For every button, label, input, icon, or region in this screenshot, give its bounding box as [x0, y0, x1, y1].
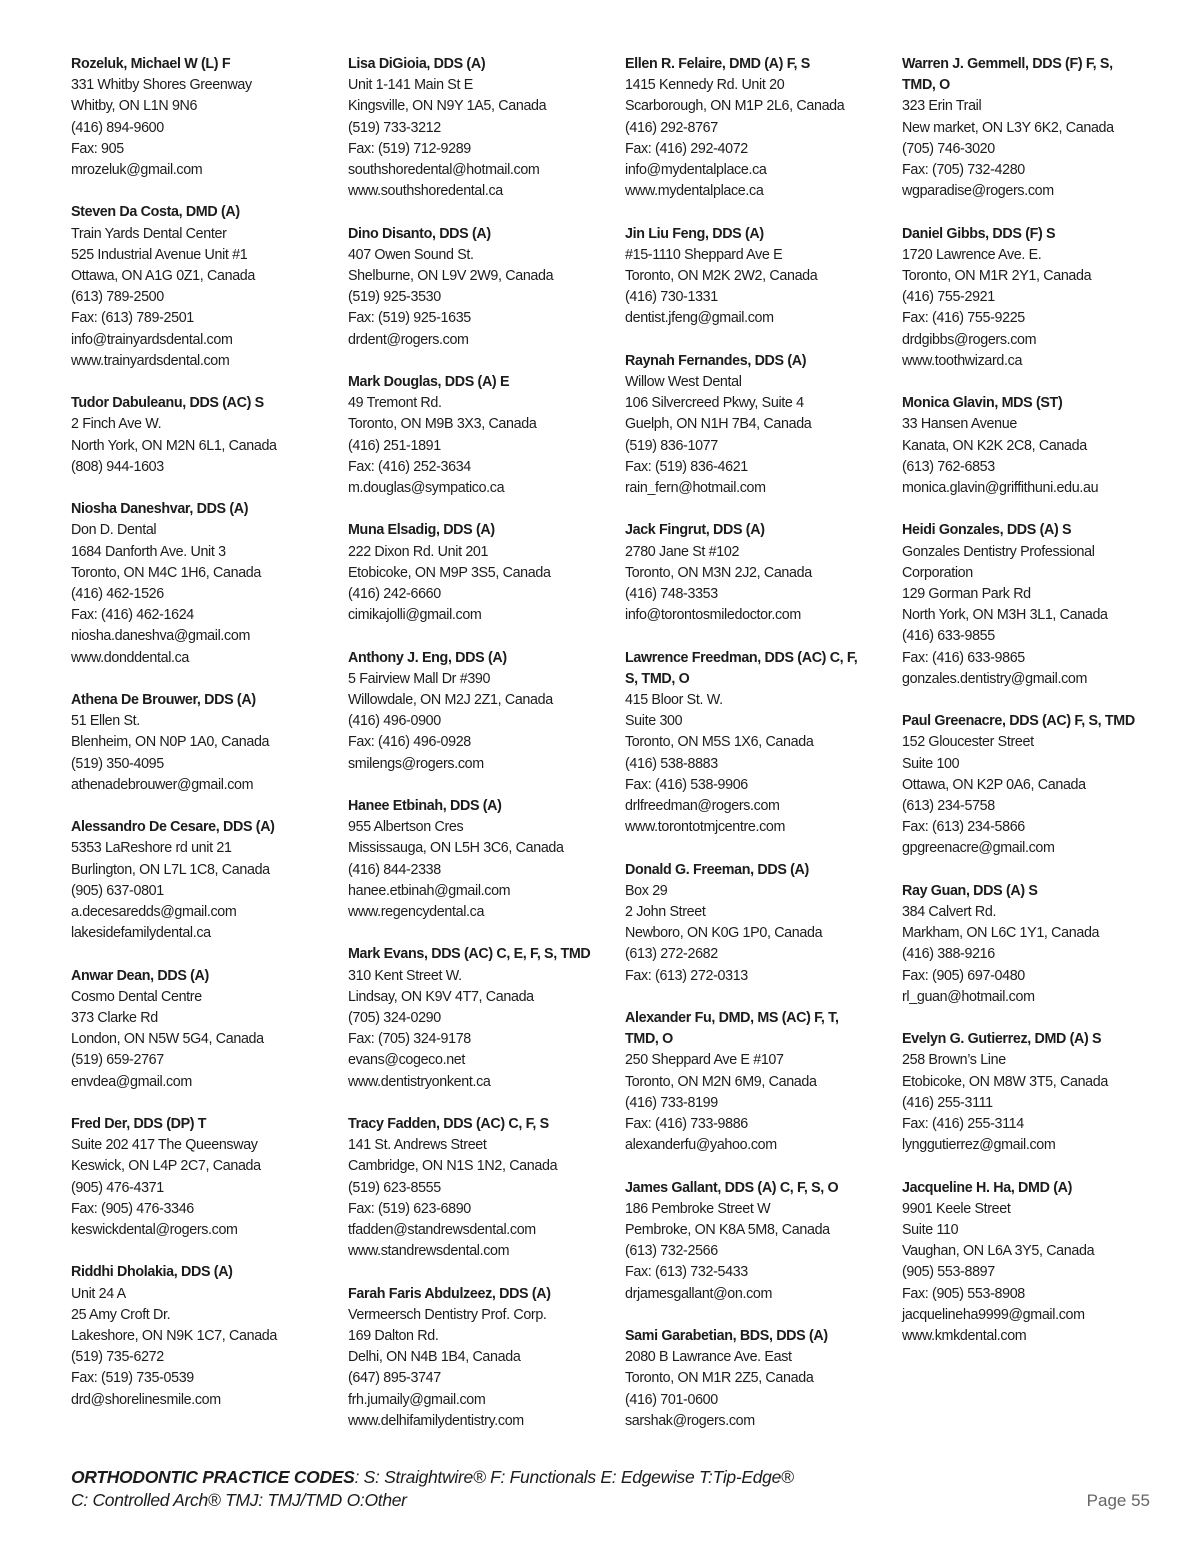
entry-detail-line: Suite 202 417 The Queensway: [71, 1137, 258, 1154]
entry-phone: (416) 242-6660: [348, 586, 441, 603]
entry-name: Daniel Gibbs, DDS (F) S: [902, 225, 1056, 242]
entry-fax: Fax: (416) 733-9886: [625, 1116, 748, 1133]
directory-entry: [71, 1262, 339, 1410]
directory-entry: [625, 1178, 893, 1305]
entry-detail-line: 5353 LaReshore rd unit 21: [71, 840, 232, 857]
entry-name: Mark Douglas, DDS (A) E: [348, 374, 510, 391]
directory-column-1: [71, 54, 339, 1432]
entry-detail-line: Guelph, ON N1H 7B4, Canada: [625, 416, 812, 433]
directory-entry: [71, 690, 339, 796]
practice-codes-line-2: C: Controlled Arch® TMJ: TMJ/TMD O:Other: [71, 1490, 407, 1510]
directory-entry: [71, 499, 339, 669]
entry-phone: (613) 272-2682: [625, 946, 718, 963]
entry-name: Sami Garabetian, BDS, DDS (A): [625, 1328, 828, 1345]
entry-phone: (416) 894-9600: [71, 119, 164, 136]
entry-name: Dino Disanto, DDS (A): [348, 225, 491, 242]
entry-detail-line: Toronto, ON M5S 1X6, Canada: [625, 734, 814, 751]
entry-fax: Fax: (613) 272-0313: [625, 967, 748, 984]
entry-detail-line: Vermeersch Dentistry Prof. Corp.: [348, 1306, 547, 1323]
entry-fax: Fax: 905: [71, 140, 124, 157]
entry-detail-line: Keswick, ON L4P 2C7, Canada: [71, 1158, 261, 1175]
entry-email: frh.jumaily@gmail.com: [348, 1391, 486, 1408]
entry-email: rain_fern@hotmail.com: [625, 480, 766, 497]
entry-detail-line: 2 John Street: [625, 904, 706, 921]
entry-phone: (416) 748-3353: [625, 586, 718, 603]
entry-email: dentist.jfeng@gmail.com: [625, 310, 774, 327]
entry-name: Jacqueline H. Ha, DMD (A): [902, 1179, 1072, 1196]
entry-website: www.torontotmjcentre.com: [625, 819, 786, 836]
entry-email: rl_guan@hotmail.com: [902, 988, 1035, 1005]
entry-phone: (905) 637-0801: [71, 882, 164, 899]
entry-fax: Fax: (519) 735-0539: [71, 1370, 194, 1387]
entry-detail-line: Burlington, ON L7L 1C8, Canada: [71, 861, 270, 878]
entry-name: Paul Greenacre, DDS (AC) F, S, TMD: [902, 713, 1135, 730]
entry-detail-line: 2080 B Lawrance Ave. East: [625, 1349, 792, 1366]
entry-name: Warren J. Gemmell, DDS (F) F, S,: [902, 56, 1113, 72]
entry-detail-line: Corporation: [902, 564, 973, 581]
directory-column-3: [625, 54, 893, 1453]
directory-entry: [625, 224, 893, 330]
directory-entry: [348, 1284, 616, 1432]
entry-detail-line: 384 Calvert Rd.: [902, 904, 997, 921]
entry-detail-line: 955 Albertson Cres: [348, 819, 464, 836]
entry-website: www.southshoredental.ca: [348, 183, 503, 200]
entry-website: www.toothwizard.ca: [902, 352, 1023, 369]
entry-phone: (647) 895-3747: [348, 1370, 441, 1387]
directory-entry: [71, 1114, 339, 1241]
entry-email: keswickdental@rogers.com: [71, 1222, 238, 1239]
entry-detail-line: 222 Dixon Rd. Unit 201: [348, 543, 489, 560]
directory-entry: [902, 1029, 1170, 1156]
entry-fax: Fax: (416) 462-1624: [71, 607, 194, 624]
entry-email: a.decesaredds@gmail.com: [71, 904, 237, 921]
entry-detail-line: 323 Erin Trail: [902, 98, 982, 115]
entry-phone: (519) 350-4095: [71, 755, 164, 772]
directory-entry: [902, 54, 1170, 202]
entry-detail-line: Unit 24 A: [71, 1285, 126, 1302]
entry-name: Anthony J. Eng, DDS (A): [348, 649, 507, 666]
entry-detail-line: 2 Finch Ave W.: [71, 416, 162, 433]
entry-detail-line: Delhi, ON N4B 1B4, Canada: [348, 1349, 521, 1366]
entry-website: www.trainyardsdental.com: [71, 352, 230, 369]
entry-detail-line: Cosmo Dental Centre: [71, 988, 202, 1005]
practice-codes-legend: [71, 1466, 794, 1512]
entry-email: drdgibbs@rogers.com: [902, 331, 1037, 348]
entry-phone: (416) 701-0600: [625, 1391, 718, 1408]
directory-entry: [902, 520, 1170, 690]
entry-name: Mark Evans, DDS (AC) C, E, F, S, TMD: [348, 946, 591, 963]
entry-phone: (519) 836-1077: [625, 437, 718, 454]
entry-website: www.delhifamilydentistry.com: [348, 1412, 524, 1429]
entry-website: www.regencydental.ca: [348, 904, 485, 921]
entry-name: Monica Glavin, MDS (ST): [902, 395, 1063, 412]
entry-name: Athena De Brouwer, DDS (A): [71, 692, 256, 709]
entry-detail-line: Toronto, ON M9B 3X3, Canada: [348, 416, 537, 433]
entry-phone: (905) 553-8897: [902, 1264, 995, 1281]
entry-detail-line: 141 St. Andrews Street: [348, 1137, 487, 1154]
directory-entry: [348, 224, 616, 351]
entry-detail-line: 1684 Danforth Ave. Unit 3: [71, 543, 226, 560]
entry-detail-line: Kingsville, ON N9Y 1A5, Canada: [348, 98, 547, 115]
entry-phone: (416) 844-2338: [348, 861, 441, 878]
entry-fax: Fax: (705) 324-9178: [348, 1031, 471, 1048]
entry-name: Raynah Fernandes, DDS (A): [625, 352, 807, 369]
entry-detail-line: Toronto, ON M1R 2Z5, Canada: [625, 1370, 814, 1387]
entry-phone: (416) 292-8767: [625, 119, 718, 136]
directory-entry: [625, 351, 893, 499]
entry-phone: (808) 944-1603: [71, 458, 164, 475]
entry-name-continued: TMD, O: [902, 77, 950, 94]
entry-email: drjamesgallant@on.com: [625, 1285, 773, 1302]
entry-detail-line: Willow West Dental: [625, 374, 742, 391]
entry-name: Donald G. Freeman, DDS (A): [625, 861, 809, 878]
directory-entry: [348, 520, 616, 626]
entry-detail-line: Pembroke, ON K8A 5M8, Canada: [625, 1222, 830, 1239]
entry-phone: (905) 476-4371: [71, 1179, 164, 1196]
entry-fax: Fax: (905) 697-0480: [902, 967, 1025, 984]
entry-fax: Fax: (519) 925-1635: [348, 310, 471, 327]
entry-detail-line: Lakeshore, ON N9K 1C7, Canada: [71, 1328, 278, 1345]
entry-phone: (416) 251-1891: [348, 437, 441, 454]
entry-detail-line: 169 Dalton Rd.: [348, 1328, 439, 1345]
entry-name-continued: TMD, O: [625, 1031, 673, 1048]
entry-detail-line: Suite 100: [902, 755, 960, 772]
entry-detail-line: Cambridge, ON N1S 1N2, Canada: [348, 1158, 558, 1175]
entry-phone: (519) 623-8555: [348, 1179, 441, 1196]
entry-phone: (519) 659-2767: [71, 1052, 164, 1069]
entry-detail-line: Suite 110: [902, 1222, 959, 1239]
directory-entry: [625, 648, 893, 839]
directory-entry: [348, 944, 616, 1092]
entry-phone: (613) 234-5758: [902, 798, 995, 815]
entry-phone: (519) 735-6272: [71, 1349, 164, 1366]
entry-phone: (705) 324-0290: [348, 1010, 441, 1027]
entry-name: Hanee Etbinah, DDS (A): [348, 798, 502, 815]
directory-entry: [348, 796, 616, 923]
entry-detail-line: Blenheim, ON N0P 1A0, Canada: [71, 734, 270, 751]
entry-email: tfadden@standrewsdental.com: [348, 1222, 536, 1239]
entry-website: lakesidefamilydental.ca: [71, 925, 211, 942]
entry-website: www.mydentalplace.ca: [625, 183, 764, 200]
entry-detail-line: Etobicoke, ON M9P 3S5, Canada: [348, 564, 551, 581]
directory-entry: [902, 711, 1170, 859]
entry-fax: Fax: (416) 633-9865: [902, 649, 1025, 666]
directory-entry: [625, 54, 893, 202]
directory-entry: [71, 202, 339, 372]
entry-name: Riddhi Dholakia, DDS (A): [71, 1264, 233, 1281]
directory-entry: [625, 860, 893, 987]
entry-name: Lawrence Freedman, DDS (AC) C, F,: [625, 649, 858, 666]
entry-detail-line: 152 Gloucester Street: [902, 734, 1034, 751]
entry-detail-line: Toronto, ON M3N 2J2, Canada: [625, 564, 812, 581]
directory-entry: [902, 224, 1170, 372]
entry-phone: (416) 255-3111: [902, 1094, 993, 1111]
entry-email: drd@shorelinesmile.com: [71, 1391, 221, 1408]
entry-email: m.douglas@sympatico.ca: [348, 480, 505, 497]
entry-website: www.dentistryonkent.ca: [348, 1073, 491, 1090]
practice-codes-title: ORTHODONTIC PRACTICE CODES: [71, 1467, 355, 1487]
entry-detail-line: Ottawa, ON K2P 0A6, Canada: [902, 776, 1086, 793]
directory-entry: [348, 54, 616, 202]
entry-detail-line: Unit 1-141 Main St E: [348, 77, 473, 94]
entry-fax: Fax: (613) 732-5433: [625, 1264, 748, 1281]
entry-phone: (416) 538-8883: [625, 755, 718, 772]
entry-fax: Fax: (905) 553-8908: [902, 1285, 1025, 1302]
entry-name: Rozeluk, Michael W (L) F: [71, 56, 231, 72]
entry-detail-line: 129 Gorman Park Rd: [902, 586, 1031, 603]
entry-name: Evelyn G. Gutierrez, DMD (A) S: [902, 1031, 1102, 1048]
entry-name: Tracy Fadden, DDS (AC) C, F, S: [348, 1116, 549, 1133]
entry-email: smilengs@rogers.com: [348, 755, 484, 772]
entry-detail-line: North York, ON M3H 3L1, Canada: [902, 607, 1108, 624]
entry-name: Alessandro De Cesare, DDS (A): [71, 819, 275, 836]
entry-name: Niosha Daneshvar, DDS (A): [71, 501, 249, 518]
entry-fax: Fax: (416) 292-4072: [625, 140, 748, 157]
entry-detail-line: Toronto, ON M2N 6M9, Canada: [625, 1073, 817, 1090]
entry-phone: (416) 733-8199: [625, 1094, 718, 1111]
entry-detail-line: New market, ON L3Y 6K2, Canada: [902, 119, 1114, 136]
entry-name: Muna Elsadig, DDS (A): [348, 522, 495, 539]
directory-entry: [348, 1114, 616, 1262]
entry-name: Alexander Fu, DMD, MS (AC) F, T,: [625, 1010, 839, 1027]
entry-phone: (416) 462-1526: [71, 586, 164, 603]
entry-phone: (705) 746-3020: [902, 140, 995, 157]
entry-detail-line: Shelburne, ON L9V 2W9, Canada: [348, 268, 554, 285]
entry-email: wgparadise@rogers.com: [902, 183, 1054, 200]
entry-phone: (613) 789-2500: [71, 289, 164, 306]
entry-email: alexanderfu@yahoo.com: [625, 1137, 777, 1154]
entry-email: monica.glavin@griffithuni.edu.au: [902, 480, 1099, 497]
entry-email: southshoredental@hotmail.com: [348, 162, 540, 179]
entry-name: Ray Guan, DDS (A) S: [902, 882, 1038, 899]
directory-entry: [71, 54, 339, 181]
entry-fax: Fax: (905) 476-3346: [71, 1200, 194, 1217]
directory-entry: [625, 1008, 893, 1156]
entry-email: evans@cogeco.net: [348, 1052, 466, 1069]
entry-detail-line: Markham, ON L6C 1Y1, Canada: [902, 925, 1100, 942]
entry-name: Jin Liu Feng, DDS (A): [625, 225, 764, 242]
entry-detail-line: Etobicoke, ON M8W 3T5, Canada: [902, 1073, 1108, 1090]
entry-phone: (416) 730-1331: [625, 289, 718, 306]
directory-entry: [902, 1178, 1170, 1348]
entry-fax: Fax: (416) 252-3634: [348, 458, 471, 475]
entry-detail-line: 2780 Jane St #102: [625, 543, 740, 560]
directory-entry: [625, 1326, 893, 1432]
directory-entry: [71, 393, 339, 478]
entry-fax: Fax: (416) 538-9906: [625, 776, 748, 793]
directory-columns: [71, 54, 1161, 1444]
directory-entry: [902, 393, 1170, 499]
directory-entry: [348, 648, 616, 775]
entry-phone: (416) 388-9216: [902, 946, 995, 963]
entry-detail-line: Ottawa, ON A1G 0Z1, Canada: [71, 268, 256, 285]
directory-entry: [71, 817, 339, 944]
entry-phone: (416) 755-2921: [902, 289, 995, 306]
entry-detail-line: 5 Fairview Mall Dr #390: [348, 670, 491, 687]
directory-entry: [902, 881, 1170, 1008]
entry-detail-line: 25 Amy Croft Dr.: [71, 1306, 171, 1323]
entry-phone: (613) 732-2566: [625, 1243, 718, 1260]
entry-email: drdent@rogers.com: [348, 331, 469, 348]
entry-detail-line: 250 Sheppard Ave E #107: [625, 1052, 784, 1069]
entry-detail-line: Whitby, ON L1N 9N6: [71, 98, 198, 115]
entry-detail-line: 258 Brown’s Line: [902, 1052, 1006, 1069]
entry-website: www.donddental.ca: [71, 649, 190, 666]
directory-entry: [625, 520, 893, 626]
entry-detail-line: Gonzales Dentistry Professional: [902, 543, 1095, 560]
entry-phone: (416) 496-0900: [348, 713, 441, 730]
entry-detail-line: 310 Kent Street W.: [348, 967, 462, 984]
entry-detail-line: Toronto, ON M4C 1H6, Canada: [71, 564, 262, 581]
entry-detail-line: #15-1110 Sheppard Ave E: [625, 246, 783, 263]
entry-phone: (519) 925-3530: [348, 289, 441, 306]
entry-fax: Fax: (705) 732-4280: [902, 162, 1025, 179]
entry-fax: Fax: (416) 255-3114: [902, 1116, 1024, 1133]
directory-entry: [71, 966, 339, 1093]
entry-fax: Fax: (519) 623-6890: [348, 1200, 471, 1217]
entry-fax: Fax: (416) 496-0928: [348, 734, 471, 751]
entry-fax: Fax: (519) 712-9289: [348, 140, 471, 157]
entry-email: athenadebrouwer@gmail.com: [71, 776, 254, 793]
entry-detail-line: Don D. Dental: [71, 522, 157, 539]
entry-detail-line: 373 Clarke Rd: [71, 1010, 158, 1027]
entry-email: gpgreenacre@gmail.com: [902, 840, 1055, 857]
entry-detail-line: 525 Industrial Avenue Unit #1: [71, 246, 248, 263]
directory-column-4: [902, 54, 1170, 1368]
entry-website: www.standrewsdental.com: [348, 1243, 510, 1260]
entry-detail-line: 331 Whitby Shores Greenway: [71, 77, 252, 94]
entry-phone: (613) 762-6853: [902, 458, 995, 475]
entry-name: Tudor Dabuleanu, DDS (AC) S: [71, 395, 264, 412]
entry-name: Lisa DiGioia, DDS (A): [348, 56, 486, 72]
entry-email: info@torontosmiledoctor.com: [625, 607, 801, 624]
entry-fax: Fax: (613) 789-2501: [71, 310, 194, 327]
entry-email: jacquelineha9999@gmail.com: [902, 1306, 1085, 1323]
entry-name: Farah Faris Abdulzeez, DDS (A): [348, 1285, 551, 1302]
entry-detail-line: Newboro, ON K0G 1P0, Canada: [625, 925, 823, 942]
entry-email: gonzales.dentistry@gmail.com: [902, 670, 1088, 687]
entry-detail-line: 9901 Keele Street: [902, 1200, 1011, 1217]
entry-detail-line: 51 Ellen St.: [71, 713, 140, 730]
entry-email: lynggutierrez@gmail.com: [902, 1137, 1056, 1154]
entry-email: sarshak@rogers.com: [625, 1412, 755, 1429]
entry-website: www.kmkdental.com: [902, 1328, 1027, 1345]
entry-email: info@mydentalplace.ca: [625, 162, 767, 179]
entry-detail-line: Lindsay, ON K9V 4T7, Canada: [348, 988, 534, 1005]
entry-detail-line: Train Yards Dental Center: [71, 225, 227, 242]
entry-detail-line: Box 29: [625, 882, 668, 899]
entry-phone: (519) 733-3212: [348, 119, 441, 136]
entry-phone: (416) 633-9855: [902, 628, 995, 645]
entry-detail-line: Toronto, ON M1R 2Y1, Canada: [902, 268, 1092, 285]
entry-email: envdea@gmail.com: [71, 1073, 192, 1090]
entry-name: Ellen R. Felaire, DMD (A) F, S: [625, 56, 810, 72]
entry-detail-line: Toronto, ON M2K 2W2, Canada: [625, 268, 818, 285]
entry-detail-line: Mississauga, ON L5H 3C6, Canada: [348, 840, 564, 857]
entry-email: drlfreedman@rogers.com: [625, 798, 780, 815]
entry-email: niosha.daneshva@gmail.com: [71, 628, 251, 645]
entry-email: mrozeluk@gmail.com: [71, 162, 203, 179]
entry-name: Steven Da Costa, DMD (A): [71, 204, 240, 221]
entry-email: info@trainyardsdental.com: [71, 331, 233, 348]
entry-name: Anwar Dean, DDS (A): [71, 967, 209, 984]
directory-column-2: [348, 54, 616, 1453]
entry-name-continued: S, TMD, O: [625, 670, 690, 687]
entry-detail-line: 407 Owen Sound St.: [348, 246, 474, 263]
entry-name: Heidi Gonzales, DDS (A) S: [902, 522, 1072, 539]
entry-detail-line: 106 Silvercreed Pkwy, Suite 4: [625, 395, 804, 412]
entry-detail-line: North York, ON M2N 6L1, Canada: [71, 437, 277, 454]
entry-detail-line: Suite 300: [625, 713, 683, 730]
directory-entry: [348, 372, 616, 499]
entry-fax: Fax: (416) 755-9225: [902, 310, 1025, 327]
entry-detail-line: 33 Hansen Avenue: [902, 416, 1017, 433]
practice-codes-line-1: : S: Straightwire® F: Functionals E: Edgewise T:Tip-Edge®: [354, 1467, 794, 1487]
entry-detail-line: Kanata, ON K2K 2C8, Canada: [902, 437, 1087, 454]
entry-detail-line: Scarborough, ON M1P 2L6, Canada: [625, 98, 845, 115]
entry-detail-line: 415 Bloor St. W.: [625, 692, 723, 709]
entry-email: hanee.etbinah@gmail.com: [348, 882, 511, 899]
entry-email: cimikajolli@gmail.com: [348, 607, 482, 624]
entry-name: Jack Fingrut, DDS (A): [625, 522, 765, 539]
entry-fax: Fax: (519) 836-4621: [625, 458, 748, 475]
entry-detail-line: 1720 Lawrence Ave. E.: [902, 246, 1042, 263]
page-number: Page 55: [1086, 1491, 1150, 1510]
entry-name: James Gallant, DDS (A) C, F, S, O: [625, 1179, 839, 1196]
entry-fax: Fax: (613) 234-5866: [902, 819, 1025, 836]
entry-detail-line: 186 Pembroke Street W: [625, 1200, 771, 1217]
entry-detail-line: Vaughan, ON L6A 3Y5, Canada: [902, 1243, 1095, 1260]
entry-detail-line: 49 Tremont Rd.: [348, 395, 442, 412]
entry-detail-line: London, ON N5W 5G4, Canada: [71, 1031, 264, 1048]
entry-name: Fred Der, DDS (DP) T: [71, 1116, 207, 1133]
entry-detail-line: Willowdale, ON M2J 2Z1, Canada: [348, 692, 553, 709]
entry-detail-line: 1415 Kennedy Rd. Unit 20: [625, 77, 785, 94]
